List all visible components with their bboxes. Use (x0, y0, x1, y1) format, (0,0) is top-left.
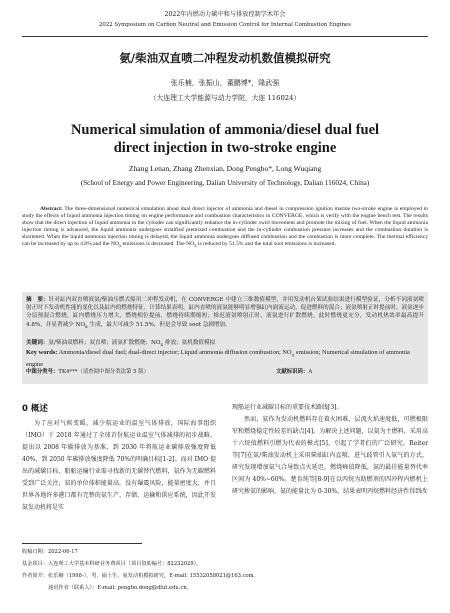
en-authors: Zhang Lenan, Zhang Zhenxian, Dong Pengbo*, Long Wuqiang (128, 164, 322, 173)
doc-code-value: A (308, 369, 313, 375)
nox-subscript: x (160, 343, 164, 349)
running-header (0, 10, 450, 30)
cn-abstract-label: 摘 要： (26, 297, 49, 303)
en-abstract-mid: emissions is decreased. The NO (121, 241, 195, 248)
en-affiliation: (School of Energy and Power Engineering, Dalian University of Technology, Dalian 116024, China) (80, 179, 370, 187)
cn-title: 氨/柴油双直喷二冲程发动机数值模拟研究 (119, 51, 331, 65)
cn-abstract-text: 针对缸内双直喷液氨/柴油压燃式船用二冲程发动机，在 CONVERGE 中建立三维数值模型，并用发动机台架试验结果进行模型验证，分析不同液氨喷射正时下发动机性能的变化以及缸内的燃烧特征。计算结果表明，缸内直喷的液氨能够明显增强缸内涡流运动，促进燃料的混合；液氨喷射正时提前时，液氨逐步分层预混合燃烧，缸内燃烧压力增大，燃烧相位提前，燃烧持续期缩短；推迟液氨喷射正时，液氨进行扩散燃烧，此时燃烧更充分，发动机热效率最高提升 4.8%，并显著减少 NO (26, 297, 424, 328)
header-rule (22, 36, 428, 37)
nox-subscript: x (85, 324, 88, 330)
cn-abstract-tail: 生成，最大可减少 51.5%，但是会导致 soot 急剧增加。 (87, 321, 231, 328)
en-abstract-text: The three-dimensional numerical simulation about dual direct injector of ammonia and diesel in compression ignition marine two-stroke engine is employed to study the effects of liquid ammonia injection timing on engine performance and combustion characteristics in CONVERGE, which is verify with the engine bench test. The results show that the direct injection of liquid ammonia in the cylinder can significantly enhance the in-cylinder swirl movement and promote the mixing of fuel. When the liquid ammonia injection timing is advanced, the liquid ammonia undergoes stratified premixed combustion and the in-cylinder combustion pressure increases and the combustion duration is shortened. When the liquid ammonia injection timing is delayed, the liquid ammonia undergoes diffused combustion and the combustion is more complete. The thermal efficiency can be increased by up to 4.8% and the NO (22, 206, 428, 248)
cn-authors: 张乐楠，张振山，董鹏博*，隆武强 (170, 79, 280, 87)
footnote-author: 作者简介：张乐楠（1998-），男，硕士生，氨发动机模拟研究，E-mail: 15532058021@163.com。 (22, 573, 259, 579)
body-paragraph: 现船运行业减碳目标的重要技术路线[3]。 (232, 404, 343, 411)
header-cn: 2022年内燃动力碳中和与排放控制学术年会 (164, 11, 286, 18)
cn-keywords-tail: 排放；氨机数值模拟 (163, 340, 216, 346)
footnote-rule (22, 543, 142, 544)
cn-affiliation: （大连理工大学能源与动力学院，大连 116024） (149, 94, 301, 102)
cn-abstract (26, 296, 424, 332)
en-title: Numerical simulation of ammonia/diesel dual fuel direct injection in two-stroke engine (70, 122, 380, 156)
header-en: 2022 Symposium on Carbon Neutral and Emission Control for Internal Combustion Engines (98, 22, 352, 28)
en-abstract (22, 206, 428, 251)
nox-subscript: x (291, 352, 295, 359)
cn-keywords (26, 338, 424, 348)
footnote-received: 收稿日期：2022-06-17 (22, 549, 78, 555)
cn-keywords-label: 关键词： (26, 340, 49, 346)
nox-subscript: x (118, 244, 122, 250)
clc-number (26, 367, 149, 375)
en-keywords-label: Key words: (26, 349, 58, 356)
body-right-column (232, 402, 428, 498)
nox-subscript: x (194, 244, 197, 250)
clc-value: TK4***（请查阅中图分类法第 5 版） (58, 369, 150, 375)
footnote-corresponding: 通讯作者（联系人）：E-mail: pengbo.dong@dlut.edu.cn。 (48, 585, 192, 591)
body-paragraph: 然而，氨作为发动机燃料存在着火困难，层流火焰速度低，可燃极限窄和燃烧稳定性较差的缺点[4]。为解决上述问题，以氨为主燃料，采用高十六烷值燃料引燃为代表的模式[5]，引起了学者们的广泛研究。Reiter 等[7]在氨/柴油发动机上采用柴油缸内直喷，进气歧管引入氨气的方式，研究发现增加氨气合导致点火延迟，燃烧峰值降低，氨的最佳能量替代率区间为 40%~60%。楚育纯等[8-9]在以丙烷为助燃剂的四冲程内燃机上研究掺氨的影响，氨的能量比为 0-30%，结果表明丙烷燃料经济性得到改 (232, 416, 428, 495)
doc-code-label: 文献标识码： (276, 369, 309, 375)
section-heading: 0 概述 (22, 404, 48, 414)
clc-label: 中图分类号： (26, 369, 59, 375)
en-keywords-tail: emission; Numerical simulation of ammonia engine (26, 349, 410, 369)
doc-code (276, 367, 312, 375)
body-left-column: 为了应对气候变暖，减少航运业的温室气体排放，国际海事组织（IMO）于 2018 年通过了全球首份航运业温室气体减排的初步战略，提出以 2008 年碳排放为基准，到 2030 年将航运业碳排放强度降低 40%，到 2050 年碳排放强度降低 70%的明确目标[1-2]。而对 IMO 提出的减碳目标，船舶运输行业需寻找新的无碳替代燃料，氨作为无碳燃料受到广泛关注，氨的单位体积能量高，没有爆震风险，能量密度大，并且世界各地许多港口都有完整的氨生产、存储、运输和供应系统，因此开发氨发动机将是实 (22, 420, 216, 511)
cn-keywords-text: 氨/柴油双燃料；双直喷；液氨扩散燃烧；NO (48, 340, 161, 346)
footnote-fund: 基金项目：大连理工大学基本科研业务费项目（项目资助编号：82232029）。 (22, 561, 202, 567)
en-abstract-tail: is reduced by 51.5% and the total soot emissions is increased. (196, 241, 336, 248)
en-abstract-label: Abstract: (40, 206, 63, 212)
en-keywords-text: Ammonia/diesel dual fuel; dual-direct injector; Liquid ammonia diffusion combustion; NO (58, 349, 292, 356)
cn-abstract-box (22, 292, 428, 384)
